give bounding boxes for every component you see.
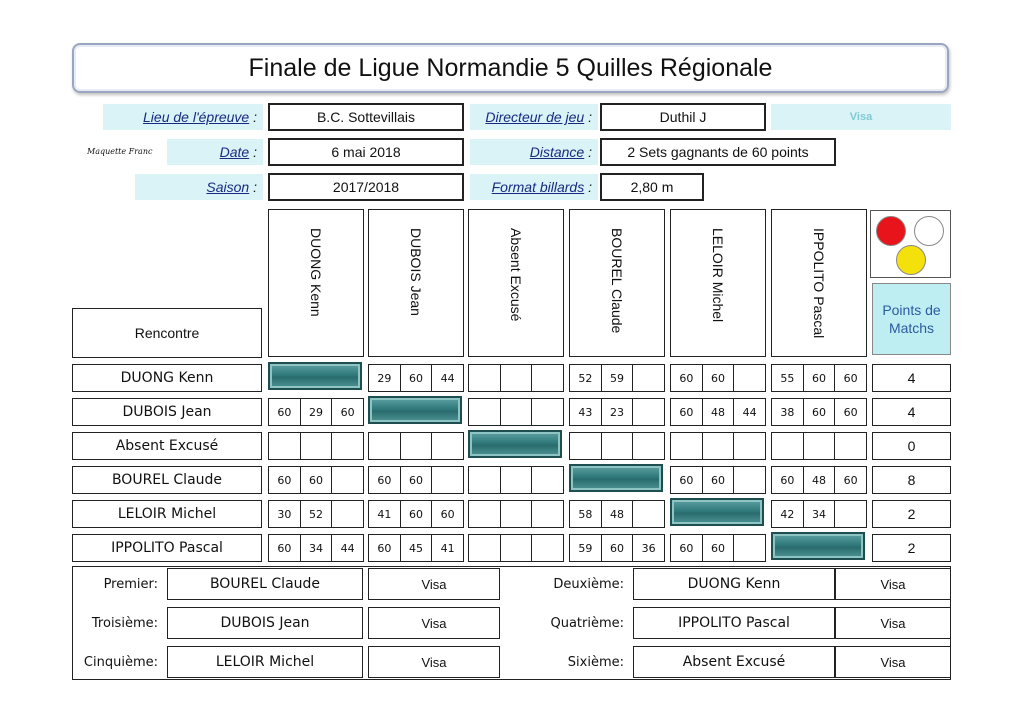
score-group (670, 466, 766, 494)
colon: : (588, 109, 592, 125)
rank-player-name: IPPOLITO Pascal (633, 607, 835, 639)
set-score-cell: 23 (602, 399, 634, 425)
score-group (468, 398, 564, 426)
rank-visa: Visa (368, 568, 500, 600)
set-score-cell (469, 501, 501, 527)
set-score-cell: 60 (843, 405, 858, 419)
set-score-cell (501, 467, 533, 493)
column-header-player (771, 209, 867, 357)
score-group (368, 364, 464, 392)
set-score-cell (469, 467, 501, 493)
lieu-label (103, 104, 263, 130)
set-score-cell: 55 (772, 365, 804, 391)
score-group (368, 466, 464, 494)
balls-icon (870, 210, 951, 278)
set-score-cell (633, 399, 664, 425)
set-score-cell (602, 433, 634, 459)
column-header-player (670, 209, 766, 357)
colon: : (253, 179, 257, 195)
set-score-cell (734, 365, 765, 391)
set-score-cell: 41 (369, 501, 401, 527)
set-score-cell: 60 (804, 399, 836, 425)
self-match-bar (368, 396, 462, 424)
set-score-cell: 44 (440, 371, 455, 385)
rank-player-name: DUONG Kenn (633, 568, 835, 600)
score-group (771, 364, 867, 392)
set-score-cell (469, 399, 501, 425)
set-score-cell: 52 (301, 501, 333, 527)
set-score-cell: 60 (703, 365, 735, 391)
set-score-cell (469, 365, 501, 391)
set-score-cell (835, 501, 866, 527)
score-group (569, 534, 665, 562)
rank-label: Troisième: (91, 615, 158, 631)
row-player-name: LELOIR Michel (72, 500, 262, 528)
set-score-cell (734, 535, 765, 561)
set-score-cell (532, 501, 563, 527)
saison-label-text: Saison (206, 179, 250, 195)
set-score-cell: 60 (269, 535, 301, 561)
score-group (468, 534, 564, 562)
set-score-cell (703, 433, 735, 459)
rencontre-header: Rencontre (72, 308, 262, 358)
set-score-cell: 60 (269, 467, 301, 493)
set-score-cell: 34 (804, 501, 836, 527)
set-score-cell (269, 433, 301, 459)
match-points: 2 (872, 500, 951, 528)
match-points: 4 (872, 364, 951, 392)
set-score-cell (734, 433, 765, 459)
set-score-cell: 60 (269, 399, 301, 425)
set-score-cell (633, 365, 664, 391)
directeur-label-text: Directeur de jeu (485, 109, 585, 125)
score-group (569, 500, 665, 528)
set-score-cell (633, 433, 664, 459)
points-header: Points de Matchs (872, 283, 951, 355)
set-score-cell: 45 (401, 535, 433, 561)
directeur-value: Duthil J (600, 103, 766, 131)
page-title: Finale de Ligue Normandie 5 Quilles Régionale (72, 43, 949, 93)
set-score-cell (532, 535, 563, 561)
set-score-cell (501, 535, 533, 561)
lieu-label-text: Lieu de l'épreuve (143, 109, 250, 125)
set-score-cell (804, 433, 836, 459)
set-score-cell: 43 (570, 399, 602, 425)
set-score-cell (332, 467, 363, 493)
self-match-bar (771, 532, 865, 560)
rank-visa: Visa (368, 607, 500, 639)
rank-visa: Visa (835, 646, 951, 678)
score-group (569, 364, 665, 392)
set-score-cell: 60 (703, 535, 735, 561)
score-group (368, 432, 464, 460)
self-match-bar (468, 430, 562, 458)
set-score-cell: 41 (440, 541, 455, 555)
set-score-cell (532, 365, 563, 391)
set-score-cell: 30 (269, 501, 301, 527)
set-score-cell (432, 433, 463, 459)
rank-player-name: Absent Excusé (633, 646, 835, 678)
score-group (569, 398, 665, 426)
set-score-cell: 48 (703, 399, 735, 425)
self-match-bar (268, 362, 362, 390)
set-score-cell (501, 399, 533, 425)
match-points: 0 (872, 432, 951, 460)
match-points: 4 (872, 398, 951, 426)
score-group (771, 466, 867, 494)
score-group (468, 364, 564, 392)
colon: : (588, 144, 592, 160)
set-score-cell: 58 (570, 501, 602, 527)
set-score-cell: 36 (641, 541, 656, 555)
self-match-bar (569, 464, 663, 492)
rank-visa: Visa (368, 646, 500, 678)
rank-label: Deuxième: (553, 576, 624, 592)
colon: : (253, 144, 257, 160)
set-score-cell: 44 (742, 405, 757, 419)
rank-player-name: DUBOIS Jean (167, 607, 363, 639)
set-score-cell: 60 (602, 535, 634, 561)
set-score-cell: 60 (369, 535, 401, 561)
distance-label-text: Distance (529, 144, 585, 160)
column-player-name: IPPOLITO Pascal (811, 228, 827, 339)
score-group (268, 398, 364, 426)
score-group (670, 432, 766, 460)
white-ball-icon (914, 216, 944, 246)
format-label (470, 174, 598, 200)
set-score-cell (633, 501, 664, 527)
set-score-cell (469, 535, 501, 561)
column-header-player (368, 209, 464, 357)
row-player-name: Absent Excusé (72, 432, 262, 460)
date-value: 6 mai 2018 (268, 138, 464, 166)
set-score-cell: 60 (401, 467, 433, 493)
set-score-cell (332, 501, 363, 527)
column-player-name: Absent Excusé (508, 228, 524, 322)
score-group (569, 432, 665, 460)
set-score-cell: 59 (570, 535, 602, 561)
set-score-cell (772, 433, 804, 459)
set-score-cell: 60 (843, 473, 858, 487)
set-score-cell: 60 (340, 405, 355, 419)
set-score-cell (734, 467, 765, 493)
score-group (268, 500, 364, 528)
score-group (771, 500, 867, 528)
score-group (771, 398, 867, 426)
set-score-cell: 60 (671, 365, 703, 391)
score-group (268, 432, 364, 460)
set-score-cell (369, 433, 401, 459)
saison-value: 2017/2018 (268, 173, 464, 201)
maquette-signature: Maquette Franc (87, 147, 153, 156)
set-score-cell: 48 (804, 467, 836, 493)
set-score-cell: 60 (671, 467, 703, 493)
row-player-name: IPPOLITO Pascal (72, 534, 262, 562)
self-match-bar (670, 498, 764, 526)
format-label-text: Format billards (491, 179, 585, 195)
score-group (268, 466, 364, 494)
column-player-name: DUBOIS Jean (408, 228, 424, 316)
score-group (670, 534, 766, 562)
set-score-cell (432, 467, 463, 493)
row-player-name: BOUREL Claude (72, 466, 262, 494)
colon: : (588, 179, 592, 195)
distance-value: 2 Sets gagnants de 60 points (600, 138, 836, 166)
set-score-cell: 60 (440, 507, 455, 521)
column-header-player (569, 209, 665, 357)
lieu-value: B.C. Sottevillais (268, 103, 464, 131)
set-score-cell (401, 433, 433, 459)
rank-label: Cinquième: (83, 654, 158, 670)
date-label-text: Date (219, 144, 250, 160)
column-player-name: DUONG Kenn (308, 228, 324, 317)
visa-top: Visa (771, 104, 951, 130)
set-score-cell: 29 (301, 399, 333, 425)
score-group (268, 534, 364, 562)
saison-label (135, 174, 263, 200)
set-score-cell: 60 (772, 467, 804, 493)
set-score-cell: 29 (369, 365, 401, 391)
set-score-cell: 34 (301, 535, 333, 561)
score-group (670, 398, 766, 426)
set-score-cell: 60 (843, 371, 858, 385)
score-group (670, 364, 766, 392)
set-score-cell: 60 (369, 467, 401, 493)
yellow-ball-icon (896, 245, 926, 275)
set-score-cell: 60 (401, 365, 433, 391)
set-score-cell (671, 433, 703, 459)
score-group (368, 534, 464, 562)
column-header-player (468, 209, 564, 357)
rank-player-name: LELOIR Michel (167, 646, 363, 678)
rank-label: Sixième: (567, 654, 624, 670)
set-score-cell: 48 (602, 501, 634, 527)
column-player-name: LELOIR Michel (710, 228, 726, 323)
score-group (771, 432, 867, 460)
score-group (368, 500, 464, 528)
row-player-name: DUBOIS Jean (72, 398, 262, 426)
set-score-cell (532, 467, 563, 493)
rank-label: Premier: (103, 576, 158, 592)
set-score-cell: 60 (671, 535, 703, 561)
rank-visa: Visa (835, 607, 951, 639)
set-score-cell (332, 433, 363, 459)
rank-player-name: BOUREL Claude (167, 568, 363, 600)
set-score-cell: 38 (772, 399, 804, 425)
set-score-cell: 60 (671, 399, 703, 425)
column-header-player (268, 209, 364, 357)
set-score-cell: 59 (602, 365, 634, 391)
date-label (167, 139, 263, 165)
set-score-cell (501, 501, 533, 527)
set-score-cell (301, 433, 333, 459)
set-score-cell: 44 (340, 541, 355, 555)
rank-visa: Visa (835, 568, 951, 600)
colon: : (253, 109, 257, 125)
distance-label (470, 139, 598, 165)
set-score-cell: 42 (772, 501, 804, 527)
score-group (468, 466, 564, 494)
set-score-cell (501, 365, 533, 391)
match-points: 8 (872, 466, 951, 494)
set-score-cell (532, 399, 563, 425)
match-points: 2 (872, 534, 951, 562)
format-value: 2,80 m (600, 173, 704, 201)
set-score-cell (570, 433, 602, 459)
set-score-cell: 52 (570, 365, 602, 391)
set-score-cell: 60 (703, 467, 735, 493)
set-score-cell: 60 (401, 501, 433, 527)
score-group (468, 500, 564, 528)
set-score-cell (835, 433, 866, 459)
red-ball-icon (876, 216, 906, 246)
set-score-cell: 60 (804, 365, 836, 391)
rank-label: Quatrième: (550, 615, 624, 631)
set-score-cell: 60 (301, 467, 333, 493)
row-player-name: DUONG Kenn (72, 364, 262, 392)
column-player-name: BOUREL Claude (609, 228, 625, 334)
directeur-label (470, 104, 598, 130)
